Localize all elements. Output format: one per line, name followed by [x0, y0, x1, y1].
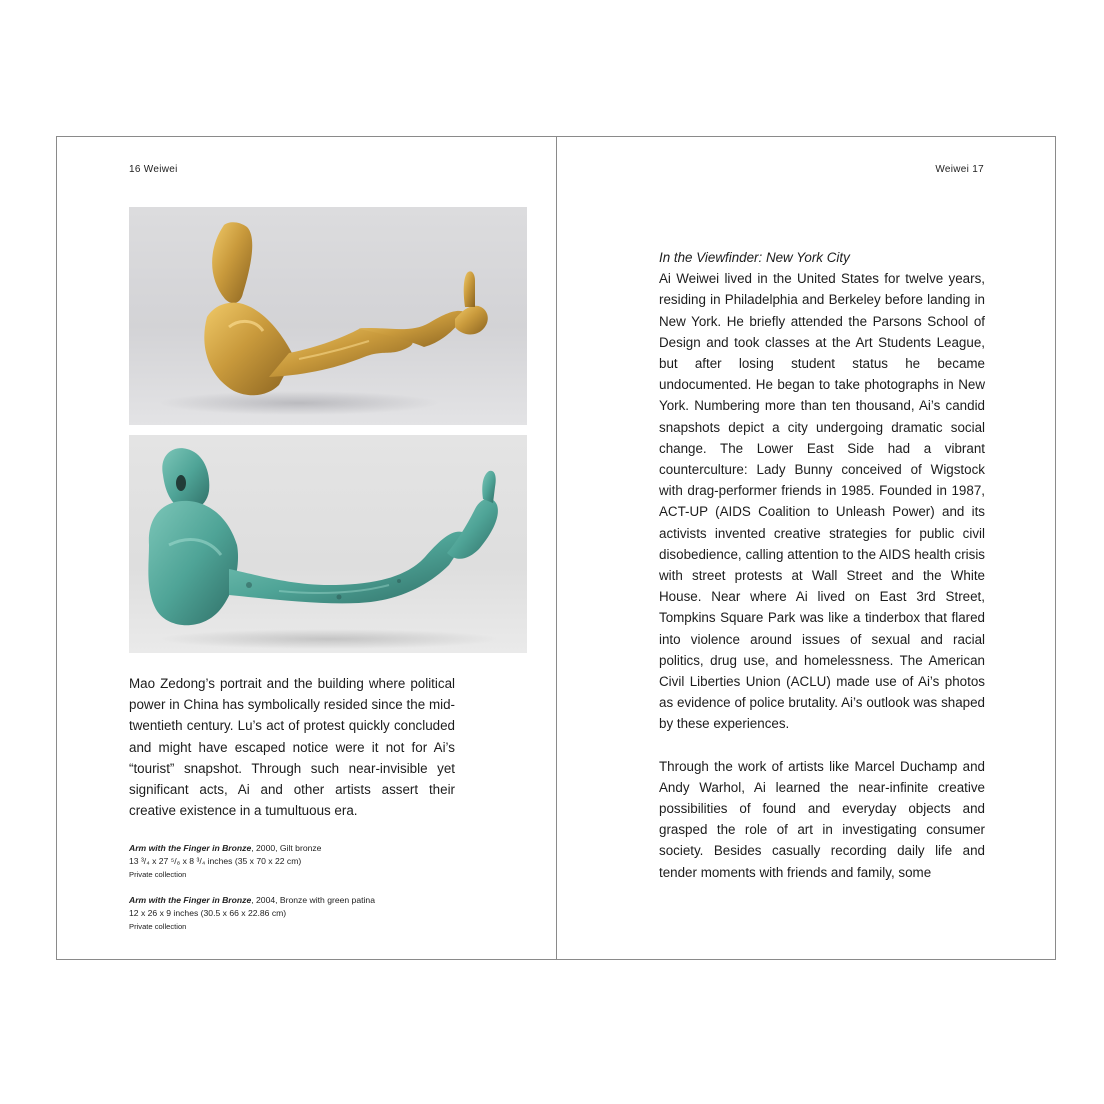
left-running-head: 16 Weiwei [129, 164, 178, 175]
caption-dimensions: 13 ³/₄ x 27 ⁵/₈ x 8 ³/₄ inches (35 x 70 x 22 cm) [129, 856, 302, 866]
right-paragraph-1: Ai Weiwei lived in the United States for twelve years, residing in Philadelphia and Berkeley before landing in New York. He briefly attended the Parsons School of Design and took classes at the Art Students League, but after losing student status he became undocumented. He began to take photographs in New York. Numbering more than ten thousand, Ai’s candid snapshots depict a city undergoing dramatic social change. The Lower East Side had a vibrant counterculture: Lady Bunny conceived of Wigstock with drag-performer friends in 1985. Founded in 1987, ACT-UP (AIDS Coalition to Unleash Power) and its activists invented creative strategies for public civil disobedience, calling attention to the AIDS health crisis with street protests at Wall Street and the White House. Near where Ai lived on East 3rd Street, Tompkins Square Park was like a tinderbox that flared into violence around issues of sexual and racial politics, drug use, and homelessness. The American Civil Liberties Union (ACLU) made use of Ai’s photos as evidence of police brutality. Ai’s outlook was shaped by these experiences. [659, 271, 985, 732]
right-page [557, 137, 1056, 959]
caption-dimensions: 12 x 26 x 9 inches (30.5 x 66 x 22.86 cm) [129, 908, 287, 918]
caption-green-patina [129, 894, 469, 933]
right-body-text [659, 247, 985, 883]
left-body-text [129, 673, 455, 821]
right-running-head: Weiwei 17 [935, 164, 984, 175]
section-heading: In the Viewfinder: New York City [659, 250, 850, 265]
caption-gilt-bronze [129, 842, 469, 881]
book-spread [56, 136, 1056, 960]
caption-title: Arm with the Finger in Bronze [129, 843, 252, 853]
green-patina-arm-photo [129, 435, 527, 653]
caption-details: , 2000, Gilt bronze [251, 843, 322, 853]
caption-title: Arm with the Finger in Bronze [129, 895, 252, 905]
left-body-paragraph: Mao Zedong’s portrait and the building where political power in China has symbolically resided since the mid-twentieth century. Lu’s act of protest quickly concluded and might have escaped notice were it not for Ai’s “tourist” snapshot. Through such near-invisible yet significant acts, Ai and other artists assert their creative existence in a tumultuous era. [129, 676, 455, 819]
caption-collection: Private collection [129, 922, 187, 931]
left-page [57, 137, 556, 959]
gilt-bronze-arm-photo [129, 207, 527, 425]
caption-collection: Private collection [129, 870, 187, 879]
caption-details: , 2004, Bronze with green patina [251, 895, 375, 905]
right-paragraph-2: Through the work of artists like Marcel Duchamp and Andy Warhol, Ai learned the near-infinite creative possibilities of found and everyday objects and grasped the role of art in investigating consumer society. Besides casually recording daily life and tender moments with friends and family, some [659, 758, 985, 880]
